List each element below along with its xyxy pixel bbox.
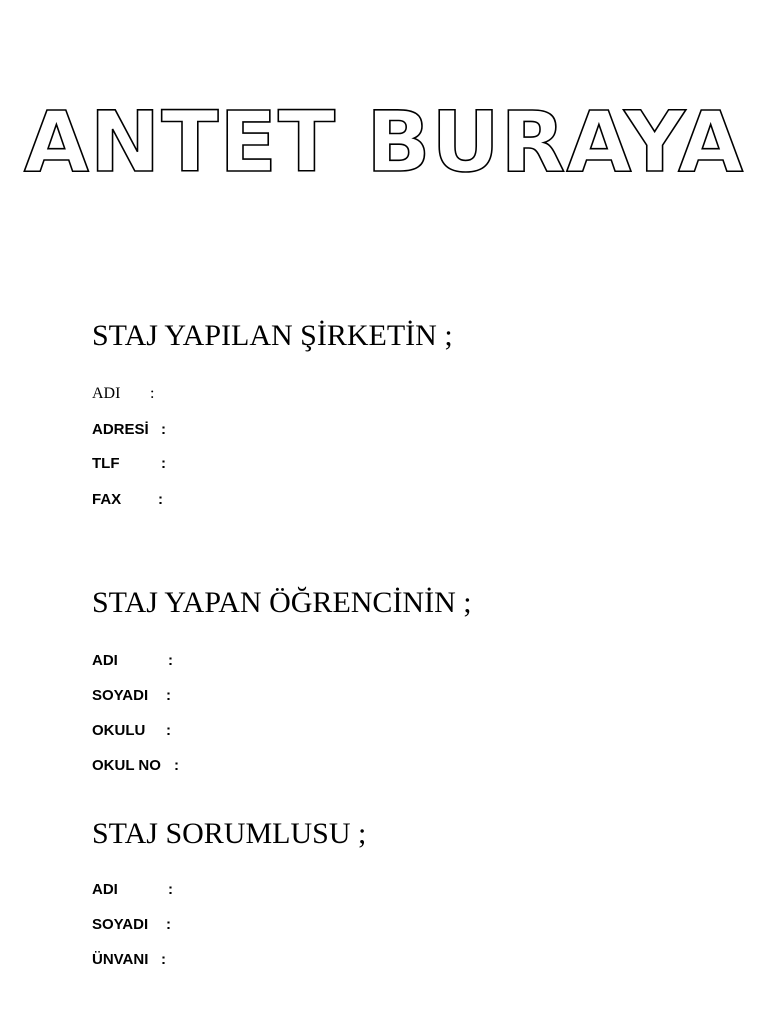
- field-label: TLF: [92, 455, 120, 472]
- field-label: SOYADI: [92, 687, 149, 704]
- supervisor-section-title: STAJ SORUMLUSU ;: [92, 817, 367, 850]
- field-label: SOYADI: [92, 916, 149, 933]
- field-separator: :: [161, 951, 166, 968]
- field-separator: :: [161, 421, 166, 438]
- field-separator: :: [166, 687, 171, 704]
- field-label: OKULU: [92, 722, 146, 739]
- field-separator: :: [150, 385, 155, 402]
- field-label: OKUL NO: [92, 757, 161, 774]
- field-separator: :: [174, 757, 179, 774]
- letterhead-placeholder: ANTET BURAYA: [23, 93, 745, 191]
- field-separator: :: [168, 881, 173, 898]
- field-separator: :: [161, 455, 166, 472]
- field-separator: :: [168, 652, 173, 669]
- field-separator: :: [166, 916, 171, 933]
- field-label: FAX: [92, 491, 122, 508]
- field-label: ÜNVANI: [92, 951, 149, 968]
- student-section-title: STAJ YAPAN ÖĞRENCİNİN ;: [92, 586, 472, 619]
- field-separator: :: [166, 722, 171, 739]
- field-label: ADRESİ: [92, 421, 149, 438]
- field-label: ADI: [92, 652, 118, 669]
- field-label: ADI: [92, 881, 118, 898]
- company-section-title: STAJ YAPILAN ŞİRKETİN ;: [92, 319, 453, 352]
- field-label: ADI: [92, 385, 121, 402]
- field-separator: :: [158, 491, 163, 508]
